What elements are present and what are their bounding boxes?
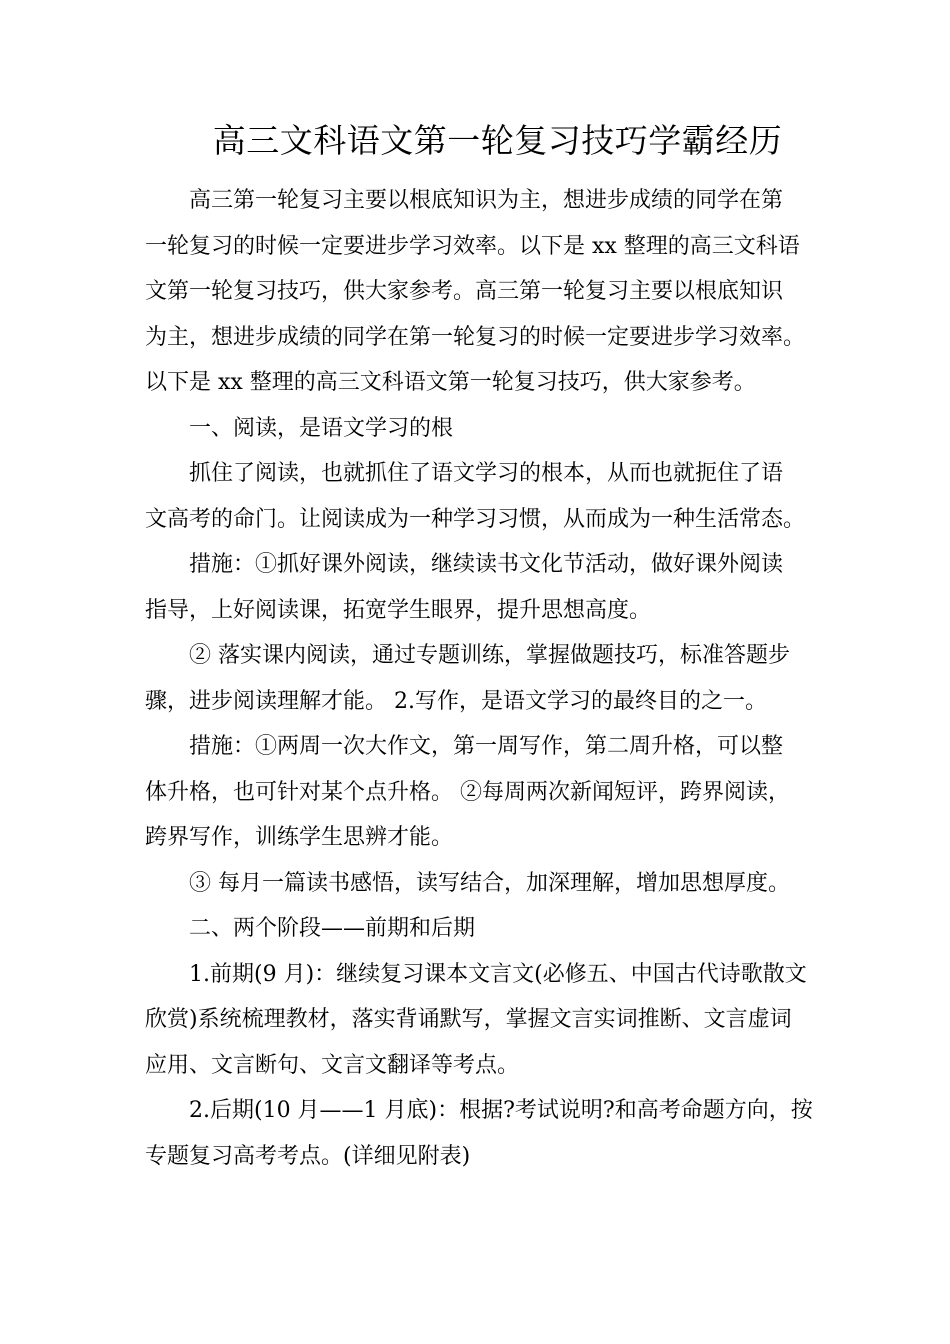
section-heading-reading (145, 411, 815, 457)
text-line: 二、两个阶段——前期和后期 (189, 916, 476, 941)
text-line: 措施：①两周一次大作文，第一周写作，第二周升格，可以整 (189, 734, 784, 759)
text-line: 专题复习高考考点。(详细见附表) (145, 1143, 471, 1169)
text-line: 文第一轮复习技巧，供大家参考。高三第一轮复习主要以根底知识 (145, 279, 784, 304)
paragraph-early-stage (145, 957, 815, 1094)
text-line: 指导，上好阅读课，拓宽学生眼界，提升思想高度。 (145, 597, 652, 623)
paragraph-intro (145, 183, 815, 411)
text-line: ② 落实课内阅读，通过专题训练，掌握做题技巧，标准答题步 (189, 643, 790, 668)
paragraph-writing-measures (145, 729, 815, 866)
text-line: 应用、文言断句、文言文翻译等考点。 (145, 1052, 520, 1078)
section-heading-stages (145, 911, 815, 957)
text-line: 以下是 xx 整理的高三文科语文第一轮复习技巧，供大家参考。 (145, 370, 756, 395)
text-line: 措施：①抓好课外阅读，继续读书文化节活动，做好课外阅读 (189, 552, 784, 577)
document-body (145, 183, 815, 1184)
text-line: 体升格，也可针对某个点升格。 ②每周两次新闻短评，跨界阅读， (145, 779, 790, 805)
paragraph-measure-1 (145, 547, 815, 638)
text-line: 骤，进步阅读理解才能。 2.写作，是语文学习的最终目的之一。 (145, 688, 767, 714)
paragraph-measure-3 (145, 866, 815, 912)
text-line: 跨界写作，训练学生思辨才能。 (145, 825, 454, 850)
text-line: 为主，想进步成绩的同学在第一轮复习的时候一定要进步学习效率。 (145, 324, 806, 350)
text-line: 2.后期(10 月——1 月底)：根据?考试说明?和高考命题方向，按 (189, 1098, 813, 1123)
paragraph-late-stage (145, 1093, 815, 1184)
text-line: 一、阅读，是语文学习的根 (189, 415, 454, 441)
text-line: 抓住了阅读，也就抓住了语文学习的根本，从而也就扼住了语 (189, 461, 784, 486)
text-line: ③ 每月一篇读书感悟，读写结合，加深理解，增加思想厚度。 (189, 870, 790, 896)
text-line: 欣赏)系统梳理教材，落实背诵默写，掌握文言实词推断、文言虚词 (145, 1007, 792, 1032)
text-line: 1.前期(9 月)：继续复习课本文言文(必修五、中国古代诗歌散文 (189, 961, 807, 987)
paragraph-measure-2 (145, 638, 815, 729)
document-title: 高三文科语文第一轮复习技巧学霸经历 (212, 121, 783, 160)
text-line: 一轮复习的时候一定要进步学习效率。以下是 xx 整理的高三文科语 (145, 233, 800, 259)
paragraph-reading (145, 456, 815, 547)
text-line: 文高考的命门。让阅读成为一种学习习惯，从而成为一种生活常态。 (145, 506, 806, 532)
text-line: 高三第一轮复习主要以根底知识为主，想进步成绩的同学在第 (189, 188, 784, 213)
